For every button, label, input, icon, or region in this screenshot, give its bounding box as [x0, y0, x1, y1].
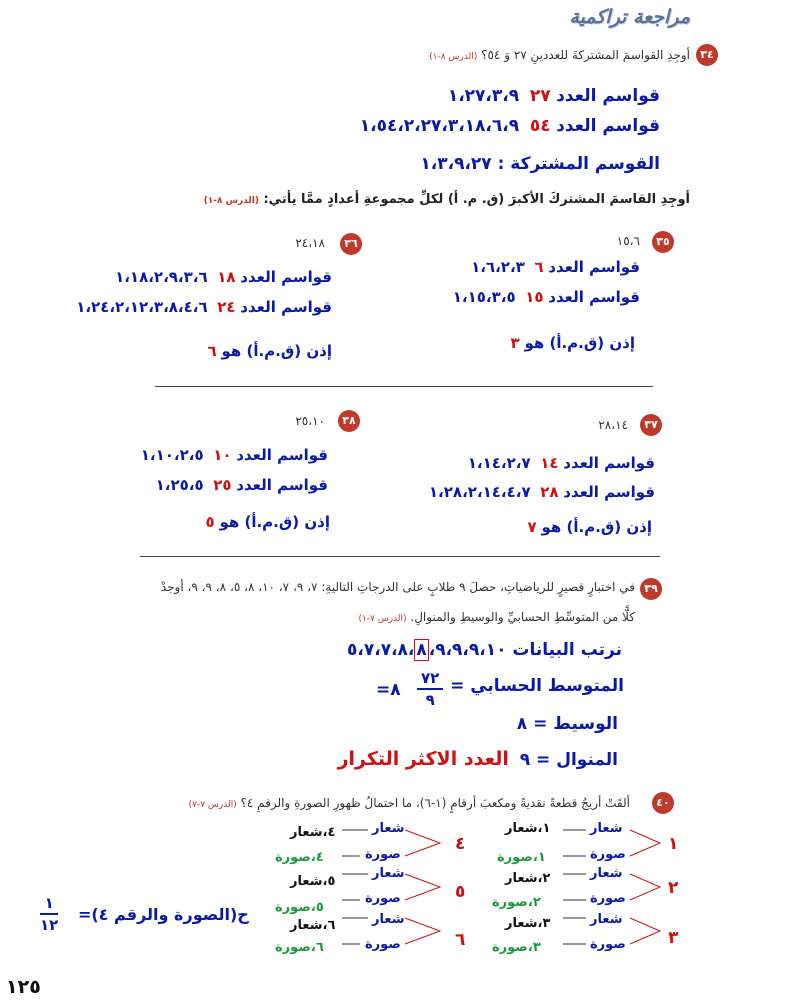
probability-fraction [40, 893, 58, 935]
mode-note: العدد الاكثر التكرار [337, 748, 509, 770]
answer-value: ٧ [527, 518, 537, 536]
outcome-heads: ٤،شعار [290, 825, 336, 840]
divisors-number: ١٨ [217, 268, 236, 286]
prompt-text: كلًّا من المتوسِّطِ الحسابيِّ والوسيطِ والمنوالِ. [410, 610, 635, 624]
coin-heads: شعار [590, 912, 623, 927]
die-value: ٦ [455, 930, 466, 950]
question-number: ٣٥ [652, 231, 674, 253]
order-label: نرتب البيانات [512, 640, 622, 660]
coin-tails: صورة [590, 891, 626, 906]
divisors-label: قواسم العدد [548, 258, 640, 276]
outcome-heads: ٥،شعار [290, 874, 336, 889]
prompt-text: ألقَتْ أريجُ قطعةً نقديةً ومكعبَ أرقامٍ (١-٦)، ما احتمالُ ظهورِ الصورةِ والرقمِ ٤؟ [240, 796, 630, 810]
divisors-values: ١،٢٤،٢،١٢،٣،٨،٤،٦ [76, 298, 208, 316]
given-numbers: ٢٨،١٤ [598, 418, 628, 432]
divisors-label: قواسم العدد [548, 288, 640, 306]
die-value: ٥ [455, 882, 466, 902]
fraction-numerator: ٧٢ [417, 668, 443, 690]
probability-label: ح(الصورة والرقم ٤)= [78, 905, 249, 924]
coin-tails: صورة [365, 937, 401, 952]
fraction-denominator: ٩ [425, 691, 435, 709]
outcome-tails: ١،صورة [497, 850, 546, 865]
common-divisors: القوسم المشتركة : ١،٣،٩،٢٧ [420, 154, 660, 174]
divisors-label: قواسم العدد [563, 454, 655, 472]
answer-value: ٥ [205, 513, 215, 531]
coin-heads: شعار [590, 866, 623, 881]
divisors-values: ١،٢٧،٣،٩ [447, 86, 520, 106]
given-numbers: ٢٤،١٨ [295, 236, 325, 250]
coin-tails: صورة [365, 891, 401, 906]
die-value: ٣ [668, 928, 679, 948]
mean-label: المتوسط الحسابي = [450, 676, 624, 696]
question-number: ٣٨ [338, 410, 360, 432]
prompt-text: أوجِدِ القواسمَ المشتركةَ للعددينِ ٢٧ وَ ٥٤؟ [481, 48, 690, 62]
outcome-tails: ٥،صورة [275, 900, 324, 915]
answer-label: إذن (ق.م.أ) هو [221, 342, 332, 360]
divisors-number: ٦ [534, 258, 544, 276]
divisors-number: ١٠ [213, 446, 232, 464]
divisors-values: ١،١٨،٢،٩،٣،٦ [115, 268, 208, 286]
die-value: ١ [668, 834, 679, 854]
divisors-values: ١،١٠،٢،٥ [140, 446, 204, 464]
coin-heads: شعار [590, 821, 623, 836]
outcome-tails: ٣،صورة [492, 940, 541, 955]
coin-heads: شعار [372, 821, 405, 836]
question-number: ٣٦ [340, 233, 362, 255]
order-values-left: ،٩،٩،٩،١٠ [428, 640, 507, 660]
coin-tails: صورة [590, 847, 626, 862]
answer-label: إذن (ق.م.أ) هو [219, 513, 330, 531]
question-number: ٤٠ [652, 792, 674, 814]
given-numbers: ٢٥،١٠ [295, 414, 325, 428]
fraction-denominator: ١٢ [40, 916, 59, 934]
divisors-values: ١،٢٨،٢،١٤،٤،٧ [428, 483, 531, 501]
die-value: ٢ [668, 878, 679, 898]
mode-label: المنوال = ٩ [519, 750, 618, 770]
outcome-tails: ٤،صورة [275, 850, 324, 865]
lesson-ref: (الدرس ٧-٧) [188, 800, 237, 810]
lesson-ref: (الدرس ٧-١) [358, 614, 407, 624]
divisors-label: قواسم العدد [563, 483, 655, 501]
section-title: مراجعة تراكمية [569, 6, 690, 28]
divisors-label: قواسم العدد [556, 116, 660, 136]
outcome-tails: ٢،صورة [492, 895, 541, 910]
divisors-number: ١٥ [525, 288, 544, 306]
mean-result: =٨ [376, 680, 401, 700]
given-numbers: ١٥،٦ [616, 234, 640, 248]
die-value: ٤ [455, 834, 466, 854]
divisors-values: ١،٥٤،٢،٢٧،٣،١٨،٦،٩ [359, 116, 520, 136]
question-number: ٣٤ [696, 44, 718, 66]
fraction-numerator: ١ [40, 893, 58, 915]
divisors-label: قواسم العدد [240, 268, 332, 286]
question-number: ٣٩ [640, 578, 662, 600]
coin-heads: شعار [372, 912, 405, 927]
outcome-heads: ٣،شعار [505, 916, 551, 931]
outcome-tails: ٦،صورة [275, 940, 324, 955]
answer-value: ٣ [510, 334, 520, 352]
page-number: ١٢٥ [6, 976, 41, 998]
divisors-label: قواسم العدد [556, 86, 660, 106]
order-values-right: ٥،٧،٧،٨، [347, 640, 415, 660]
divisors-number: ١٤ [540, 454, 559, 472]
divisors-number: ٢٧ [529, 86, 551, 106]
divisors-number: ٢٥ [213, 476, 232, 494]
divisors-label: قواسم العدد [236, 446, 328, 464]
answer-value: ٦ [207, 342, 217, 360]
outcome-heads: ٦،شعار [290, 918, 336, 933]
median-box: ٨ [416, 640, 427, 660]
divisors-values: ١،١٤،٢،٧ [467, 454, 531, 472]
divisors-number: ٢٨ [540, 483, 559, 501]
answer-label: إذن (ق.م.أ) هو [524, 334, 635, 352]
coin-heads: شعار [372, 866, 405, 881]
divisors-number: ٥٤ [529, 116, 551, 136]
divisors-label: قواسم العدد [236, 476, 328, 494]
divisors-number: ٢٤ [217, 298, 236, 316]
divisors-label: قواسم العدد [240, 298, 332, 316]
outcome-heads: ١،شعار [505, 821, 551, 836]
divisors-values: ١،٢٥،٥ [155, 476, 204, 494]
coin-tails: صورة [590, 937, 626, 952]
divisors-values: ١،١٥،٣،٥ [452, 288, 516, 306]
prompt-line-1: في اختبارٍ قصيرٍ للرياضياتِ، حصلَ ٩ طلابٍ على الدرجاتِ التاليةِ: ٧، ٩، ٧، ١٠، ٨، ٥، ٨، ٩، ٩، أوجدْ [160, 580, 635, 594]
lesson-ref: (الدرس ٨-١) [203, 196, 259, 206]
median-result: الوسيط = ٨ [516, 714, 618, 734]
divisors-values: ١،٦،٢،٣ [471, 258, 525, 276]
coin-tails: صورة [365, 847, 401, 862]
answer-label: إذن (ق.م.أ) هو [541, 518, 652, 536]
question-number: ٣٧ [640, 414, 662, 436]
instruction-text: أوجِدِ القاسمَ المشتركَ الأكبرَ (ق. م. أ) لكلِّ مجموعةِ أعدادٍ ممَّا يأتي: [263, 192, 690, 207]
lesson-ref: (الدرس ٨-١) [429, 52, 478, 62]
outcome-heads: ٢،شعار [505, 871, 551, 886]
